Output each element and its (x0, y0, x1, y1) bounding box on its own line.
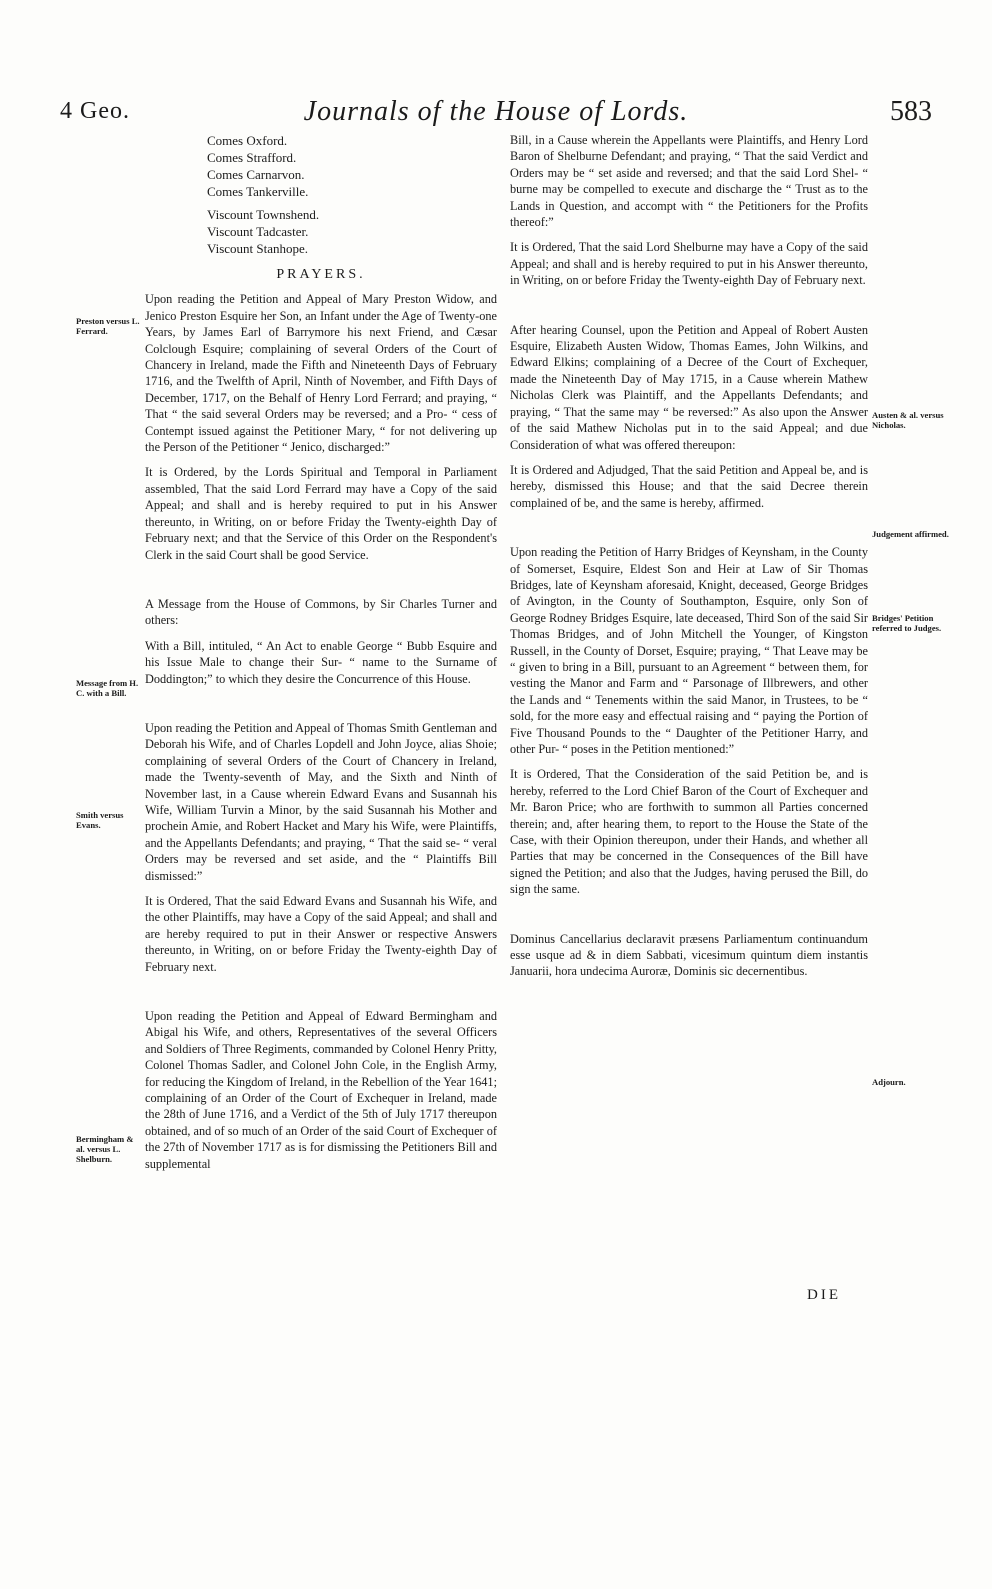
margin-note-bermingham: Bermingham & al. versus L. Shelburn. (76, 1134, 134, 1164)
section-heading: PRAYERS. (276, 267, 366, 282)
austen-appeal: After hearing Counsel, upon the Petition and Appeal of Robert Austen Esquire, Elizabeth Austen Widow, Thomas Eames, John Wilkins, and Edward Elkins; complaining of a Decree of the Court of Exchequer, made the Nineteenth Day of May 1715, in a Cause wherein Mathew Nicholas Clerk was Plaintiff, and the Appellants Defendants; and praying, “ That the same may “ be reversed:” As also upon the Answer of the said Mathew Nicholas put in to the said Appeal; and due Consideration of what was offered thereupon: (510, 322, 868, 452)
preston-order: It is Ordered, by the Lords Spiritual and Temporal in Parliament assembled, That the said Lord Ferrard may have a Copy of the said Appeal; and shall and is hereby required to put in his Answer thereunto, in Writing, on or before Friday the Twenty-eighth Day of February next; and that the Service of this Order on the Respondent's Clerk in the said Court shall be good Service. (145, 465, 497, 562)
bridges-petition: Upon reading the Petition of Harry Bridges of Keynsham, in the County of Somerset, Esquire, Eldest Son and Heir at Law of Sir Thomas Bridges, late of Keynsham aforesaid, Knight, deceased, George Bridges of Avington, in the County of Southampton, Esquire, only Son of George Rodney Bridges Esquire, late deceased, Third Son of the said Sir Thomas Bridges, and of John Mitchell the Younger, of Kingston Russell, in the County of Dorset, Esquire; praying, “ That Leave may be “ given to bring in a Bill, pursuant to an Agreement “ between them, for vesting the Manor and Farm and “ Parsonage of Illbrewers, and other the Lands and “ Tenements within the said Manor, in Trustees, to be “ sold, for the more easy and effectual raising and “ paying the Portion of Five Thousand Pounds to the “ Daughter of the Petitioner Harry, and other Pur- “ poses in the Petition mentioned:” (510, 545, 868, 756)
lord-entry: Comes Oxford. (207, 133, 288, 148)
lord-entry: Viscount Stanhope. (207, 241, 309, 256)
smith-petition: Upon reading the Petition and Appeal of Thomas Smith Gentleman and Deborah his Wife, and of Charles Lopdell and John Joyce, alias Shoie; complaining of several Orders of the Court of Chancery in Ireland, made the Twenty-seventh of May, and the Sixth and Ninth of November last, in a Cause wherein Edward Evans and Susannah his Wife, William Turvin a Minor, by the said Susannah his Mother and prochein Amie, and Robert Hacket and Mary his Wife, were Plaintiffs, and the Appellants Defendants; and praying, “ That the said se- “ veral Orders may be reversed and set aside, and the “ Plaintiffs Bill dismissed:” (145, 720, 497, 883)
margin-note-bridges: Bridges' Petition referred to Judges. (872, 613, 942, 633)
adjournment-entry: Dominus Cancellarius declaravit præsens Parliamentum continuandum esse usque ad & in diem Sabbati, vicesimum quintum diem instantis Januarii, hora undecima Auroræ, Dominis sic decernentibus. (510, 931, 868, 979)
margin-note-preston: Preston versus L. Ferrard. (76, 316, 140, 336)
lord-entry: Comes Carnarvon. (207, 167, 305, 182)
margin-note-austen: Austen & al. versus Nicholas. (872, 410, 944, 430)
austen-judgement: It is Ordered and Adjudged, That the said Petition and Appeal be, and is hereby, dismissed this House; and that the said Decree therein complained of be, and the same is hereby, affirmed. (510, 462, 868, 510)
doddington-bill: With a Bill, intituled, “ An Act to enable George “ Bubb Esquire and his Issue Male to change their Sur- “ name to the Surname of Doddington;” to which they desire the Concurrence of this House. (145, 638, 497, 686)
lords-present-list (207, 132, 497, 257)
margin-note-message: Message from H. C. with a Bill. (76, 678, 139, 698)
bridges-order: It is Ordered, That the Consideration of the said Petition be, and is hereby, referred to the Lord Chief Baron of the Court of Exchequer and Mr. Baron Price; who are forthwith to summon all Parties concerned therein; and, after hearing them, to report to the House the State of the Case, with their Opinion thereupon, under their Hands, and whether all Parties that may be concerned in the Consequences of the Bill have signed the Petition; and also that the Judges, having perused the Bill, do sign the same. (510, 767, 868, 897)
margin-note-smith: Smith versus Evans. (76, 810, 124, 830)
regnal-year: 4 Geo. (60, 98, 130, 124)
commons-message: A Message from the House of Commons, by Sir Charles Turner and others: (145, 596, 497, 628)
smith-order: It is Ordered, That the said Edward Evans and Susannah his Wife, and the other Plaintiffs, may have a Copy of the said Appeal; and shall and are hereby required to put in their Answer or respective Answers thereunto, in Writing, on or before Friday the Twenty-eighth Day of February next. (145, 894, 497, 974)
shelburne-order: It is Ordered, That the said Lord Shelburne may have a Copy of the said Appeal; and shall and is hereby required to put in his Answer thereunto, in Writing, on or before Friday the Twenty-eighth Day of February next. (510, 240, 868, 288)
margin-note-judgement: Judgement affirmed. (872, 529, 949, 539)
right-column (510, 132, 868, 989)
page-number: 583 (890, 96, 932, 127)
left-column (145, 132, 497, 1181)
bermingham-petition-continued: Bill, in a Cause wherein the Appellants were Plaintiffs, and Henry Lord Baron of Shelburne Defendant; and praying, “ That the said Verdict and Orders may be “ set aside and reversed; and that the said Lord Shel- “ burne may be compelled to execute and discharge the “ Trust as to the Lands in Question, and accompt with “ the Petitioners for the Profits thereof:” (510, 133, 868, 230)
preston-petition: Upon reading the Petition and Appeal of Mary Preston Widow, and Jenico Preston Esquire her Son, an Infant under the Age of Twenty-one Years, by James Earl of Barrymore his next Friend, and Cæsar Colclough Esquire; complaining of several Orders of the Court of Chancery in Ireland, made the Fifth and Nineteenth Days of February 1716, and the Twelfth of April, Ninth of November, and Fifth Days of December, 1717, on the Behalf of Henry Lord Ferrard; and praying, “ That “ the said several Orders may be reversed; and a Pro- “ cess of Contempt issued against the Petitioner Mary, “ for not delivering up the Person of the Petitioner “ Jenico, discharged:” (145, 292, 497, 455)
running-header (60, 96, 932, 132)
margin-note-adjourn: Adjourn. (872, 1077, 906, 1087)
page-title: Journals of the House of Lords. (303, 96, 689, 127)
bermingham-petition: Upon reading the Petition and Appeal of Edward Bermingham and Abigal his Wife, and others, Representatives of the several Officers and Soldiers of Three Regiments, commanded by Colonel Henry Pritty, Colonel Thomas Sadler, and Colonel John Cole, in the English Army, for reducing the Kingdom of Ireland, in the Rebellion of the Year 1641; complaining of an Order of the Court of Exchequer in Ireland, made the 28th of June 1716, and a Verdict of the 5th of July 1717 thereupon obtained, and of so much of an Order of the said Court of Exchequer of the 27th of November 1717 as is for dismissing the Petitioners Bill and supplemental (145, 1009, 497, 1171)
lord-entry: Comes Tankerville. (207, 184, 309, 199)
lord-entry: Comes Strafford. (207, 150, 297, 165)
catchword: DIE (807, 1287, 841, 1303)
lord-entry: Viscount Tadcaster. (207, 224, 309, 239)
lord-entry: Viscount Townshend. (207, 207, 320, 222)
